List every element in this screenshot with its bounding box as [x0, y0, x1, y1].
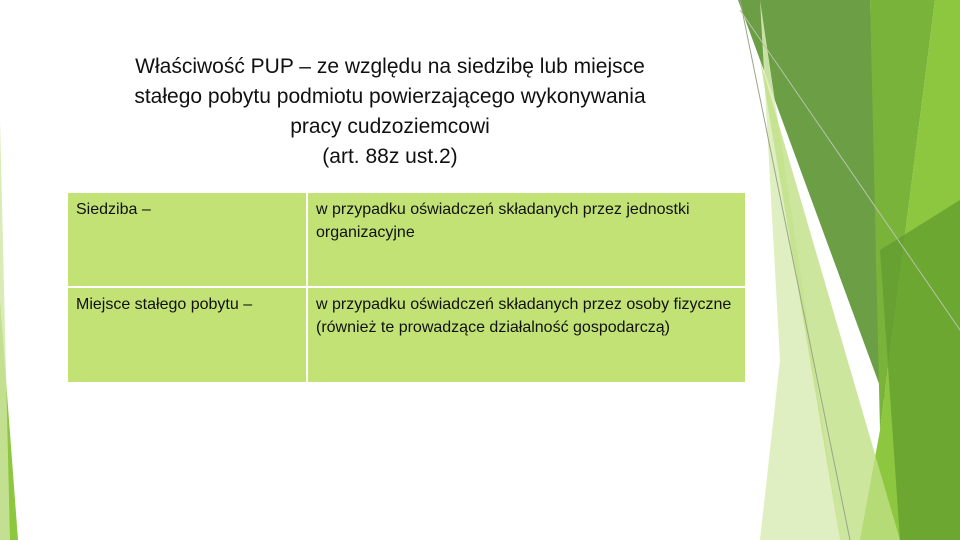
row-label: Siedziba – — [67, 192, 307, 287]
table-row — [67, 192, 746, 287]
title-line: Właściwość PUP – ze względu na siedzibę lub miejsce — [135, 55, 645, 78]
jurisdiction-table — [66, 191, 747, 384]
row-label: Miejsce stałego pobytu – — [67, 287, 307, 383]
table-row — [67, 287, 746, 383]
row-description: w przypadku oświadczeń składanych przez jednostki organizacyjne — [307, 192, 746, 287]
title-line: (art. 88z ust.2) — [322, 145, 458, 168]
title-line: stałego pobytu podmiotu powierzającego wykonywania — [134, 85, 646, 108]
left-facet-pale — [0, 120, 10, 540]
slide-title — [50, 52, 730, 172]
row-description: w przypadku oświadczeń składanych przez osoby fizyczne (również te prowadzące działalność gospodarczą) — [307, 287, 746, 383]
title-line: pracy cudzoziemcowi — [290, 115, 490, 138]
